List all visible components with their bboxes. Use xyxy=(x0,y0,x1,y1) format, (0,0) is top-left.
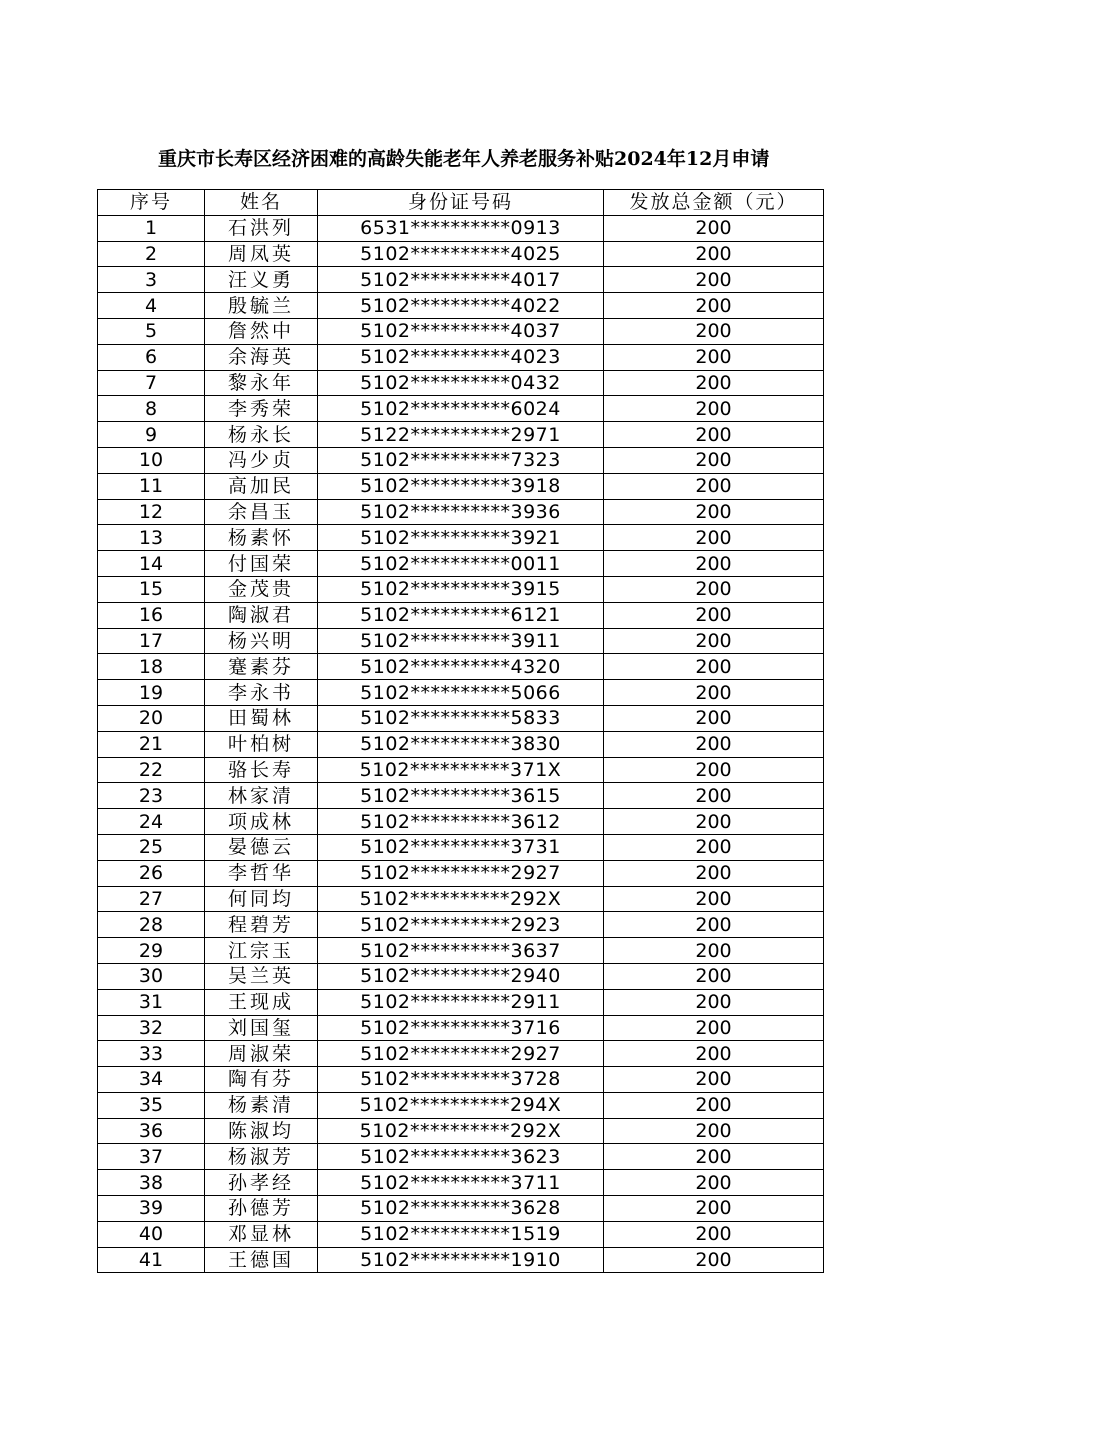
cell-name: 孙孝经 xyxy=(205,1170,318,1196)
cell-name: 余海英 xyxy=(205,344,318,370)
table-row xyxy=(98,1221,824,1247)
table-row xyxy=(98,963,824,989)
cell-amount: 200 xyxy=(604,912,824,938)
cell-name: 冯少贞 xyxy=(205,447,318,473)
table-row xyxy=(98,344,824,370)
cell-amount: 200 xyxy=(604,267,824,293)
cell-name: 林家清 xyxy=(205,783,318,809)
cell-name: 王现成 xyxy=(205,989,318,1015)
cell-index: 16 xyxy=(98,602,205,628)
cell-index: 22 xyxy=(98,757,205,783)
cell-id-number: 5102**********3637 xyxy=(318,938,604,964)
cell-name: 陶有芬 xyxy=(205,1067,318,1093)
document-title: 重庆市长寿区经济困难的高龄失能老年人养老服务补贴2024年12月申请 xyxy=(158,148,770,170)
cell-index: 32 xyxy=(98,1015,205,1041)
header-amount: 发放总金额（元） xyxy=(604,190,824,216)
cell-id-number: 5102**********2923 xyxy=(318,912,604,938)
table-row xyxy=(98,499,824,525)
table-row xyxy=(98,912,824,938)
table-row xyxy=(98,267,824,293)
table-row xyxy=(98,396,824,422)
cell-amount: 200 xyxy=(604,783,824,809)
cell-id-number: 5102**********6121 xyxy=(318,602,604,628)
cell-name: 黎永年 xyxy=(205,370,318,396)
table-row xyxy=(98,473,824,499)
cell-amount: 200 xyxy=(604,1092,824,1118)
table-row xyxy=(98,293,824,319)
cell-name: 田蜀林 xyxy=(205,705,318,731)
cell-id-number: 5102**********3921 xyxy=(318,525,604,551)
cell-name: 王德国 xyxy=(205,1247,318,1273)
cell-index: 21 xyxy=(98,731,205,757)
cell-index: 39 xyxy=(98,1196,205,1222)
cell-id-number: 5102**********3711 xyxy=(318,1170,604,1196)
cell-name: 周凤英 xyxy=(205,241,318,267)
cell-amount: 200 xyxy=(604,1170,824,1196)
cell-name: 程碧芳 xyxy=(205,912,318,938)
table-row xyxy=(98,731,824,757)
cell-index: 40 xyxy=(98,1221,205,1247)
cell-id-number: 5102**********292X xyxy=(318,1118,604,1144)
cell-id-number: 5102**********5066 xyxy=(318,680,604,706)
table-row xyxy=(98,525,824,551)
cell-amount: 200 xyxy=(604,576,824,602)
cell-name: 杨素怀 xyxy=(205,525,318,551)
cell-id-number: 5102**********371X xyxy=(318,757,604,783)
cell-amount: 200 xyxy=(604,1247,824,1273)
cell-index: 13 xyxy=(98,525,205,551)
cell-name: 李哲华 xyxy=(205,860,318,886)
table-row xyxy=(98,860,824,886)
table-row xyxy=(98,1041,824,1067)
cell-name: 余昌玉 xyxy=(205,499,318,525)
cell-index: 1 xyxy=(98,215,205,241)
cell-amount: 200 xyxy=(604,989,824,1015)
cell-index: 28 xyxy=(98,912,205,938)
cell-name: 陈淑均 xyxy=(205,1118,318,1144)
cell-amount: 200 xyxy=(604,731,824,757)
header-id-number: 身份证号码 xyxy=(318,190,604,216)
cell-id-number: 5102**********4037 xyxy=(318,318,604,344)
cell-id-number: 5102**********3615 xyxy=(318,783,604,809)
table-row xyxy=(98,757,824,783)
cell-name: 周淑荣 xyxy=(205,1041,318,1067)
cell-id-number: 5102**********3612 xyxy=(318,809,604,835)
table-row xyxy=(98,1092,824,1118)
cell-amount: 200 xyxy=(604,525,824,551)
table-row xyxy=(98,1196,824,1222)
cell-name: 蹇素芬 xyxy=(205,654,318,680)
cell-index: 9 xyxy=(98,422,205,448)
cell-index: 6 xyxy=(98,344,205,370)
cell-index: 27 xyxy=(98,886,205,912)
cell-index: 34 xyxy=(98,1067,205,1093)
cell-index: 11 xyxy=(98,473,205,499)
cell-index: 29 xyxy=(98,938,205,964)
cell-id-number: 5102**********4025 xyxy=(318,241,604,267)
cell-amount: 200 xyxy=(604,680,824,706)
table-row xyxy=(98,551,824,577)
cell-id-number: 5102**********292X xyxy=(318,886,604,912)
cell-id-number: 5102**********3915 xyxy=(318,576,604,602)
cell-index: 14 xyxy=(98,551,205,577)
table-row xyxy=(98,654,824,680)
cell-index: 23 xyxy=(98,783,205,809)
cell-name: 李秀荣 xyxy=(205,396,318,422)
cell-amount: 200 xyxy=(604,886,824,912)
cell-name: 江宗玉 xyxy=(205,938,318,964)
cell-name: 吴兰英 xyxy=(205,963,318,989)
cell-index: 20 xyxy=(98,705,205,731)
cell-id-number: 5102**********3731 xyxy=(318,834,604,860)
cell-index: 3 xyxy=(98,267,205,293)
cell-amount: 200 xyxy=(604,938,824,964)
cell-id-number: 5102**********7323 xyxy=(318,447,604,473)
cell-amount: 200 xyxy=(604,834,824,860)
cell-index: 4 xyxy=(98,293,205,319)
cell-name: 陶淑君 xyxy=(205,602,318,628)
table-row xyxy=(98,576,824,602)
cell-index: 17 xyxy=(98,628,205,654)
cell-amount: 200 xyxy=(604,318,824,344)
cell-name: 刘国玺 xyxy=(205,1015,318,1041)
table-row xyxy=(98,834,824,860)
cell-index: 25 xyxy=(98,834,205,860)
cell-amount: 200 xyxy=(604,860,824,886)
cell-index: 36 xyxy=(98,1118,205,1144)
cell-amount: 200 xyxy=(604,654,824,680)
cell-amount: 200 xyxy=(604,628,824,654)
cell-id-number: 5102**********0011 xyxy=(318,551,604,577)
cell-index: 41 xyxy=(98,1247,205,1273)
cell-amount: 200 xyxy=(604,963,824,989)
cell-name: 叶柏树 xyxy=(205,731,318,757)
cell-index: 24 xyxy=(98,809,205,835)
cell-index: 26 xyxy=(98,860,205,886)
cell-index: 30 xyxy=(98,963,205,989)
cell-amount: 200 xyxy=(604,473,824,499)
cell-id-number: 5102**********1519 xyxy=(318,1221,604,1247)
table-row xyxy=(98,628,824,654)
cell-name: 金茂贵 xyxy=(205,576,318,602)
cell-name: 汪义勇 xyxy=(205,267,318,293)
table-row xyxy=(98,886,824,912)
cell-id-number: 5102**********2927 xyxy=(318,1041,604,1067)
cell-name: 詹然中 xyxy=(205,318,318,344)
cell-index: 37 xyxy=(98,1144,205,1170)
cell-id-number: 5122**********2971 xyxy=(318,422,604,448)
cell-id-number: 5102**********1910 xyxy=(318,1247,604,1273)
cell-amount: 200 xyxy=(604,602,824,628)
cell-id-number: 5102**********2911 xyxy=(318,989,604,1015)
table-row xyxy=(98,1247,824,1273)
cell-id-number: 5102**********4023 xyxy=(318,344,604,370)
table-header-row xyxy=(98,190,824,216)
cell-name: 杨素清 xyxy=(205,1092,318,1118)
cell-index: 10 xyxy=(98,447,205,473)
table-row xyxy=(98,989,824,1015)
table-row xyxy=(98,1170,824,1196)
cell-amount: 200 xyxy=(604,551,824,577)
cell-index: 38 xyxy=(98,1170,205,1196)
cell-name: 邓显林 xyxy=(205,1221,318,1247)
cell-id-number: 5102**********3623 xyxy=(318,1144,604,1170)
cell-name: 杨淑芳 xyxy=(205,1144,318,1170)
table-row xyxy=(98,783,824,809)
cell-id-number: 6531**********0913 xyxy=(318,215,604,241)
cell-id-number: 5102**********294X xyxy=(318,1092,604,1118)
cell-amount: 200 xyxy=(604,422,824,448)
cell-amount: 200 xyxy=(604,370,824,396)
cell-amount: 200 xyxy=(604,1067,824,1093)
cell-id-number: 5102**********3918 xyxy=(318,473,604,499)
cell-amount: 200 xyxy=(604,293,824,319)
cell-index: 2 xyxy=(98,241,205,267)
cell-index: 8 xyxy=(98,396,205,422)
cell-id-number: 5102**********2927 xyxy=(318,860,604,886)
cell-index: 15 xyxy=(98,576,205,602)
table-row xyxy=(98,705,824,731)
cell-name: 石洪列 xyxy=(205,215,318,241)
table-row xyxy=(98,215,824,241)
cell-id-number: 5102**********4022 xyxy=(318,293,604,319)
cell-id-number: 5102**********3628 xyxy=(318,1196,604,1222)
cell-name: 高加民 xyxy=(205,473,318,499)
cell-amount: 200 xyxy=(604,1144,824,1170)
header-index: 序号 xyxy=(98,190,205,216)
table-row xyxy=(98,1118,824,1144)
cell-amount: 200 xyxy=(604,1041,824,1067)
cell-name: 骆长寿 xyxy=(205,757,318,783)
cell-amount: 200 xyxy=(604,1118,824,1144)
cell-amount: 200 xyxy=(604,757,824,783)
cell-index: 18 xyxy=(98,654,205,680)
subsidy-table xyxy=(97,189,824,1273)
cell-name: 李永书 xyxy=(205,680,318,706)
cell-name: 付国荣 xyxy=(205,551,318,577)
cell-name: 殷毓兰 xyxy=(205,293,318,319)
cell-amount: 200 xyxy=(604,241,824,267)
cell-id-number: 5102**********6024 xyxy=(318,396,604,422)
cell-id-number: 5102**********2940 xyxy=(318,963,604,989)
cell-amount: 200 xyxy=(604,1221,824,1247)
table-row xyxy=(98,318,824,344)
cell-amount: 200 xyxy=(604,1196,824,1222)
cell-amount: 200 xyxy=(604,396,824,422)
cell-id-number: 5102**********3936 xyxy=(318,499,604,525)
cell-index: 31 xyxy=(98,989,205,1015)
table-row xyxy=(98,370,824,396)
cell-index: 5 xyxy=(98,318,205,344)
cell-id-number: 5102**********4017 xyxy=(318,267,604,293)
cell-amount: 200 xyxy=(604,344,824,370)
cell-amount: 200 xyxy=(604,1015,824,1041)
table-row xyxy=(98,680,824,706)
cell-index: 19 xyxy=(98,680,205,706)
table-body xyxy=(98,215,824,1273)
table-row xyxy=(98,1144,824,1170)
cell-id-number: 5102**********3830 xyxy=(318,731,604,757)
cell-id-number: 5102**********4320 xyxy=(318,654,604,680)
table-row xyxy=(98,241,824,267)
cell-name: 晏德云 xyxy=(205,834,318,860)
cell-name: 孙德芳 xyxy=(205,1196,318,1222)
cell-index: 35 xyxy=(98,1092,205,1118)
table-row xyxy=(98,447,824,473)
table-row xyxy=(98,809,824,835)
cell-id-number: 5102**********3911 xyxy=(318,628,604,654)
table-row xyxy=(98,602,824,628)
cell-id-number: 5102**********0432 xyxy=(318,370,604,396)
header-name: 姓名 xyxy=(205,190,318,216)
cell-amount: 200 xyxy=(604,499,824,525)
cell-index: 33 xyxy=(98,1041,205,1067)
cell-index: 12 xyxy=(98,499,205,525)
cell-name: 杨兴明 xyxy=(205,628,318,654)
cell-id-number: 5102**********3728 xyxy=(318,1067,604,1093)
cell-id-number: 5102**********3716 xyxy=(318,1015,604,1041)
cell-index: 7 xyxy=(98,370,205,396)
table-row xyxy=(98,938,824,964)
cell-amount: 200 xyxy=(604,705,824,731)
cell-amount: 200 xyxy=(604,447,824,473)
cell-id-number: 5102**********5833 xyxy=(318,705,604,731)
cell-name: 项成林 xyxy=(205,809,318,835)
table-row xyxy=(98,1067,824,1093)
cell-amount: 200 xyxy=(604,215,824,241)
cell-name: 杨永长 xyxy=(205,422,318,448)
table-row xyxy=(98,422,824,448)
cell-name: 何同均 xyxy=(205,886,318,912)
cell-amount: 200 xyxy=(604,809,824,835)
table-row xyxy=(98,1015,824,1041)
